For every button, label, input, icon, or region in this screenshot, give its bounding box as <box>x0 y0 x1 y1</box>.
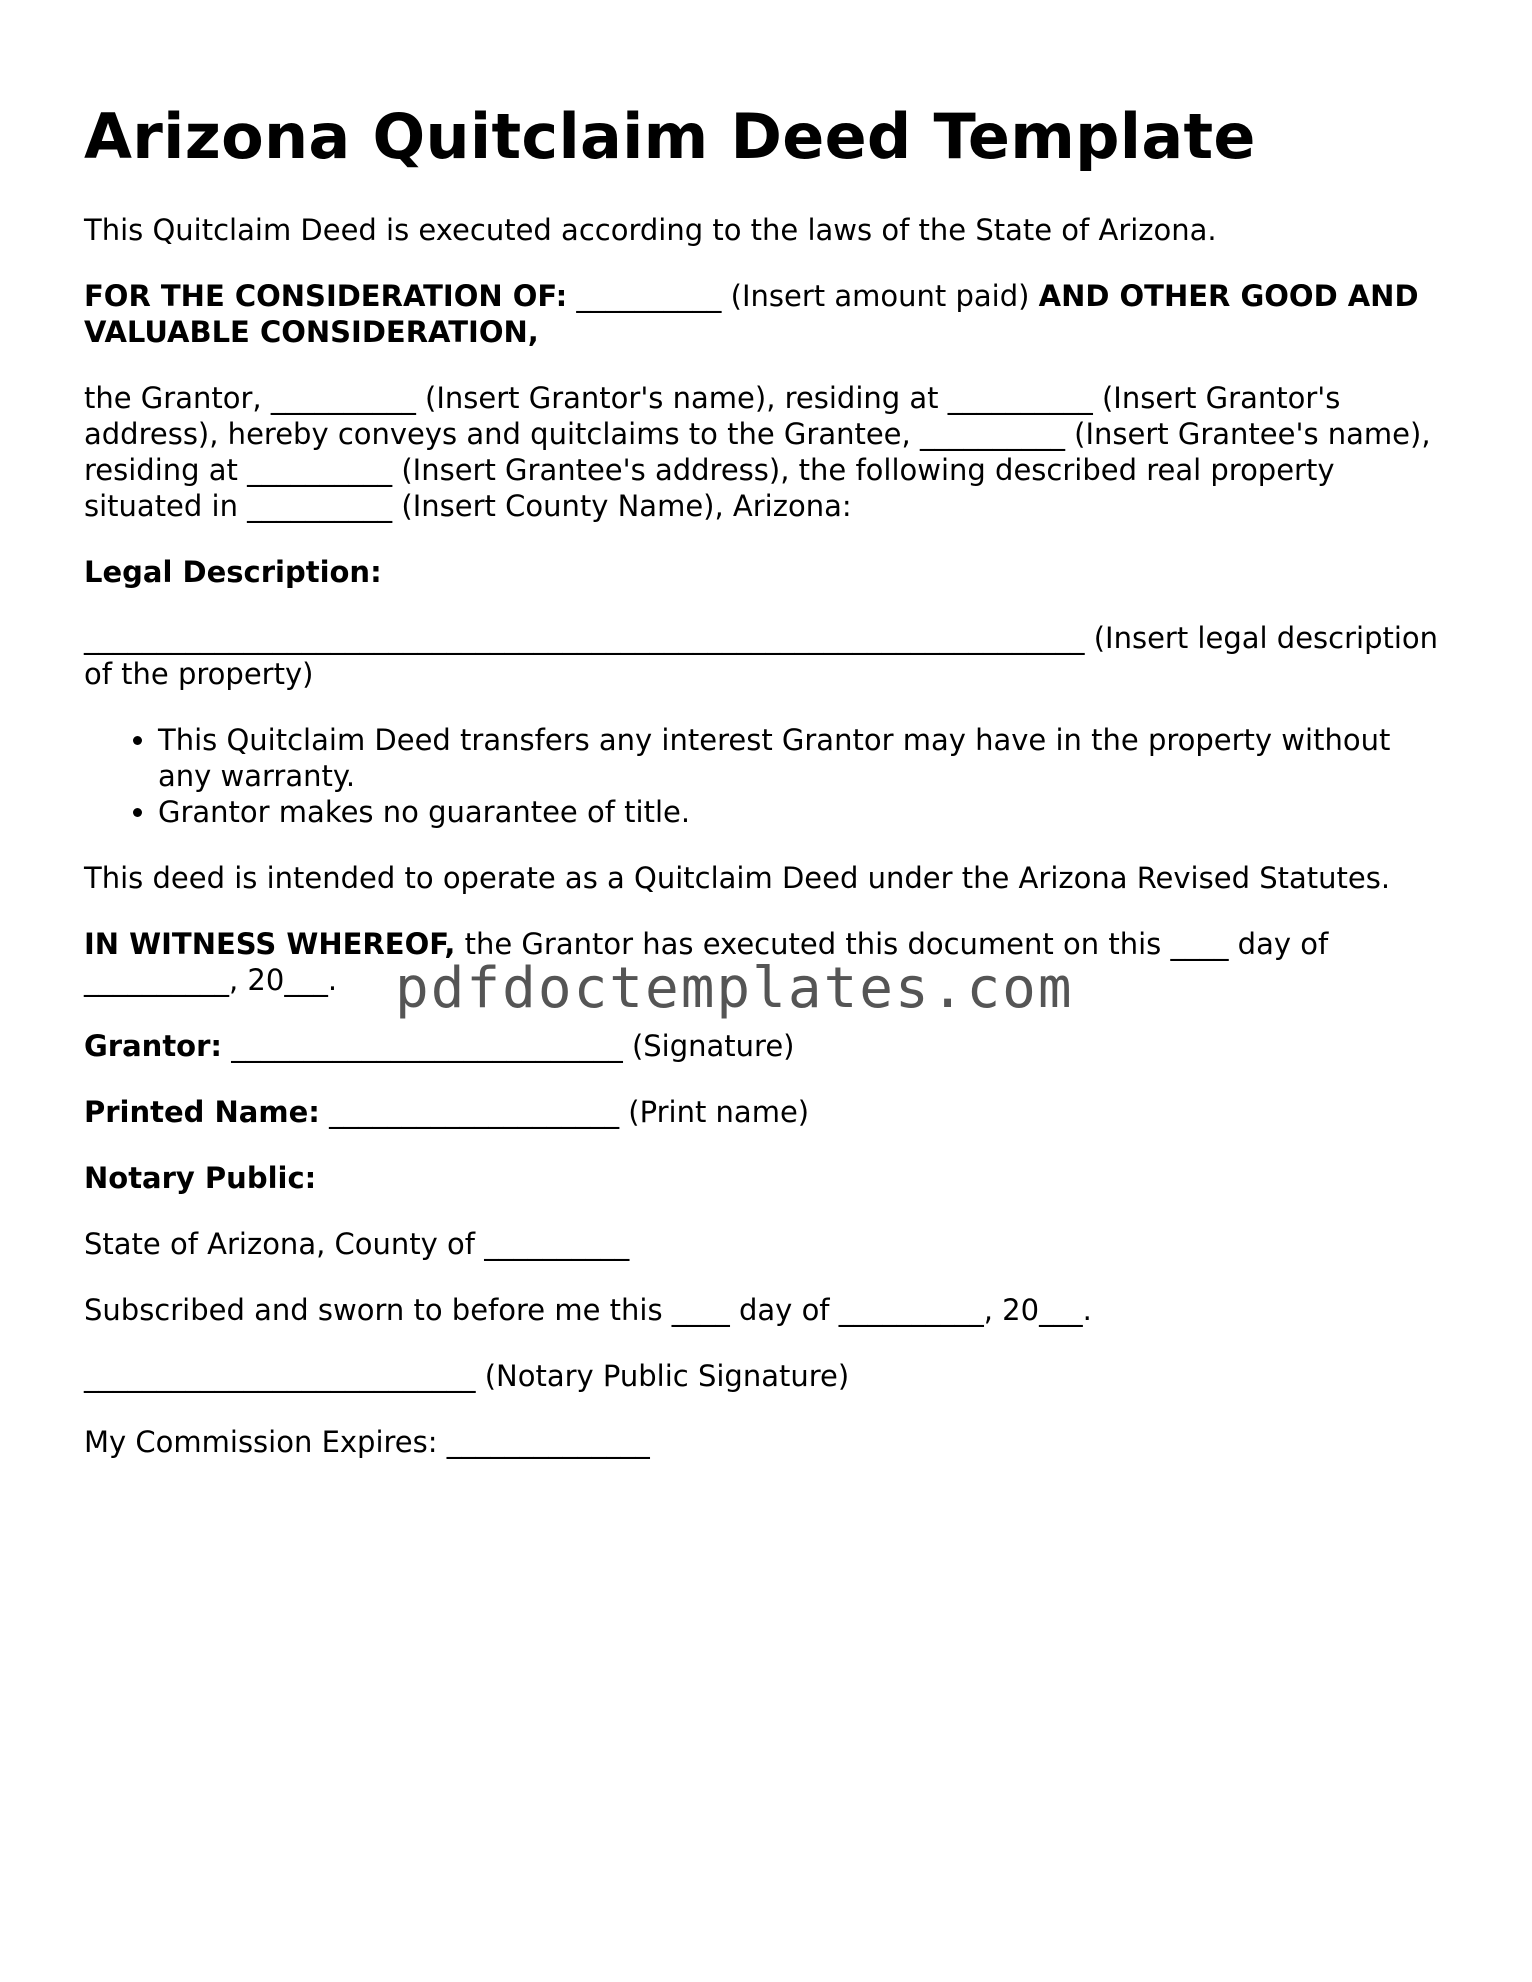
consideration-paragraph <box>84 278 1444 350</box>
page-title: Arizona Quitclaim Deed Template <box>84 100 1256 173</box>
conveyance-paragraph: the Grantor, __________ (Insert Grantor's name), residing at __________ (Insert Grantor's address), hereby conveys and quitclaims to the Grantee, __________ (Insert Grantee's name), residing at __________ (Insert Grantee's address), the following described real property situated in __________ (Insert County Name), Arizona: <box>84 381 1431 524</box>
printed-name-line <box>84 1094 1444 1130</box>
consideration-hint: (Insert amount paid) <box>730 279 1030 314</box>
intro-paragraph: This Quitclaim Deed is executed according to the laws of the State of Arizona. <box>84 213 1217 248</box>
document-page <box>84 100 1444 1490</box>
notary-sworn: Subscribed and sworn to before me this ____ day of __________, 20___. <box>84 1293 1092 1328</box>
consideration-blank: __________ <box>576 279 722 314</box>
grantor-signature-label: Grantor: <box>84 1029 223 1064</box>
watermark-text: pdfdoctemplates.com <box>395 956 1074 1021</box>
legal-description-line: _____________________________________________________________________ (Insert legal description of the property) <box>84 621 1439 692</box>
legal-description-heading: Legal Description: <box>84 555 382 590</box>
legal-description-label <box>84 554 1444 590</box>
statute-paragraph: This deed is intended to operate as a Quitclaim Deed under the Arizona Revised Statutes. <box>84 861 1391 896</box>
notary-commission: My Commission Expires: ______________ <box>84 1425 650 1460</box>
terms-list <box>84 722 1444 830</box>
printed-name-text: ____________________ (Print name) <box>329 1095 810 1130</box>
printed-name-label: Printed Name: <box>84 1095 320 1130</box>
notary-label: Notary Public: <box>84 1161 317 1196</box>
notary-signature: ___________________________ (Notary Public Signature) <box>84 1359 850 1394</box>
consideration-tail: AND OTHER GOOD AND VALUABLE CONSIDERATION, <box>84 279 1419 350</box>
grantor-signature-line <box>84 1028 1444 1064</box>
consideration-label: FOR THE CONSIDERATION OF: <box>84 279 568 314</box>
grantor-signature-text: ___________________________ (Signature) <box>231 1029 795 1064</box>
witness-text: the Grantor has executed this document on this ____ day of __________, 20___. <box>84 927 1329 998</box>
list-item: • This Quitclaim Deed transfers any interest Grantor may have in the property without any warranty. <box>158 722 1444 794</box>
witness-label: IN WITNESS WHEREOF, <box>84 927 456 962</box>
list-item: • Grantor makes no guarantee of title. <box>158 794 1444 830</box>
notary-heading <box>84 1160 1444 1196</box>
notary-county: State of Arizona, County of __________ <box>84 1227 630 1262</box>
